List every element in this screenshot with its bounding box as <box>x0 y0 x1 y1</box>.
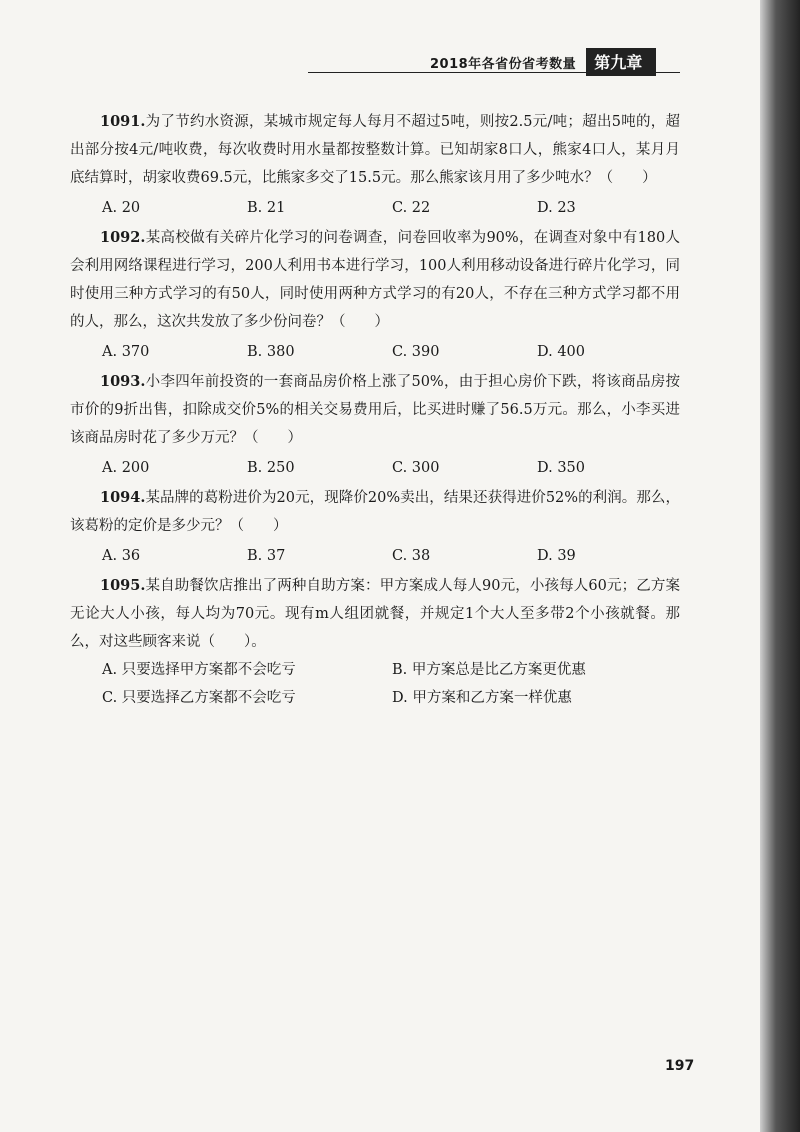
question-text: 某自助餐饮店推出了两种自助方案：甲方案成人每人90元，小孩每人60元；乙方案无论大人小孩，每人均为70元。现有m人组团就餐，并规定1个大人至多带2个小孩就餐。那么，对这些顾客来说（ ）。 <box>70 578 680 650</box>
option-b: B. 37 <box>247 548 286 564</box>
question-1092 <box>70 224 680 366</box>
options <box>70 454 680 482</box>
options <box>70 656 680 712</box>
question-number: 1094. <box>100 489 146 506</box>
option-d: D. 39 <box>537 548 576 564</box>
option-a: A. 20 <box>102 200 141 216</box>
options <box>70 338 680 366</box>
question-number: 1093. <box>100 373 146 390</box>
option-a: A. 只要选择甲方案都不会吃亏 <box>102 662 296 678</box>
header-rule <box>308 72 680 73</box>
page-header <box>430 50 656 74</box>
option-c: C. 22 <box>392 200 431 216</box>
option-d: D. 400 <box>537 344 586 360</box>
question-number: 1095. <box>100 577 146 594</box>
running-title: 2018年各省份省考数量 <box>430 56 577 72</box>
question-1095 <box>70 572 680 712</box>
option-c: C. 38 <box>392 548 431 564</box>
option-b: B. 380 <box>247 344 295 360</box>
question-list <box>70 108 680 712</box>
page-number: 197 <box>665 1058 695 1074</box>
option-d: D. 350 <box>537 460 586 476</box>
option-a: A. 36 <box>102 548 141 564</box>
option-d: D. 甲方案和乙方案一样优惠 <box>392 690 572 706</box>
question-1093 <box>70 368 680 482</box>
option-c: C. 390 <box>392 344 440 360</box>
option-c: C. 300 <box>392 460 440 476</box>
option-b: B. 250 <box>247 460 295 476</box>
question-text: 某品牌的葛粉进价为20元，现降价20%卖出，结果还获得进价52%的利润。那么，该葛粉的定价是多少元？（ ） <box>70 490 680 534</box>
page-edge-shadow <box>760 0 800 1132</box>
question-text: 小李四年前投资的一套商品房价格上涨了50%，由于担心房价下跌，将该商品房按市价的9折出售，扣除成交价5%的相关交易费用后，比买进时赚了56.5万元。那么，小李买进该商品房时花了多少万元？（ ） <box>70 374 680 446</box>
question-1094 <box>70 484 680 570</box>
option-d: D. 23 <box>537 200 576 216</box>
question-text: 某高校做有关碎片化学习的问卷调查，问卷回收率为90%，在调查对象中有180人会利用网络课程进行学习，200人利用书本进行学习，100人利用移动设备进行碎片化学习，同时使用三种方式学习的有50人，同时使用两种方式学习的有20人，不存在三种方式学习都不用的人，那么，这次共发放了多少份问卷？（ ） <box>70 230 680 330</box>
question-text: 为了节约水资源，某城市规定每人每月不超过5吨，则按2.5元/吨；超出5吨的，超出部分按4元/吨收费，每次收费时用水量都按整数计算。已知胡家8口人，熊家4口人，某月月底结算时，胡家收费69.5元，比熊家多交了15.5元。那么熊家该月用了多少吨水？（ ） <box>70 114 680 186</box>
option-a: A. 200 <box>102 460 150 476</box>
chapter-badge: 第九章 <box>586 48 656 76</box>
options <box>70 194 680 222</box>
option-c: C. 只要选择乙方案都不会吃亏 <box>102 690 296 706</box>
option-a: A. 370 <box>102 344 150 360</box>
question-1091 <box>70 108 680 222</box>
question-number: 1092. <box>100 229 146 246</box>
options <box>70 542 680 570</box>
option-b: B. 21 <box>247 200 286 216</box>
option-b: B. 甲方案总是比乙方案更优惠 <box>392 662 586 678</box>
question-number: 1091. <box>100 113 146 130</box>
